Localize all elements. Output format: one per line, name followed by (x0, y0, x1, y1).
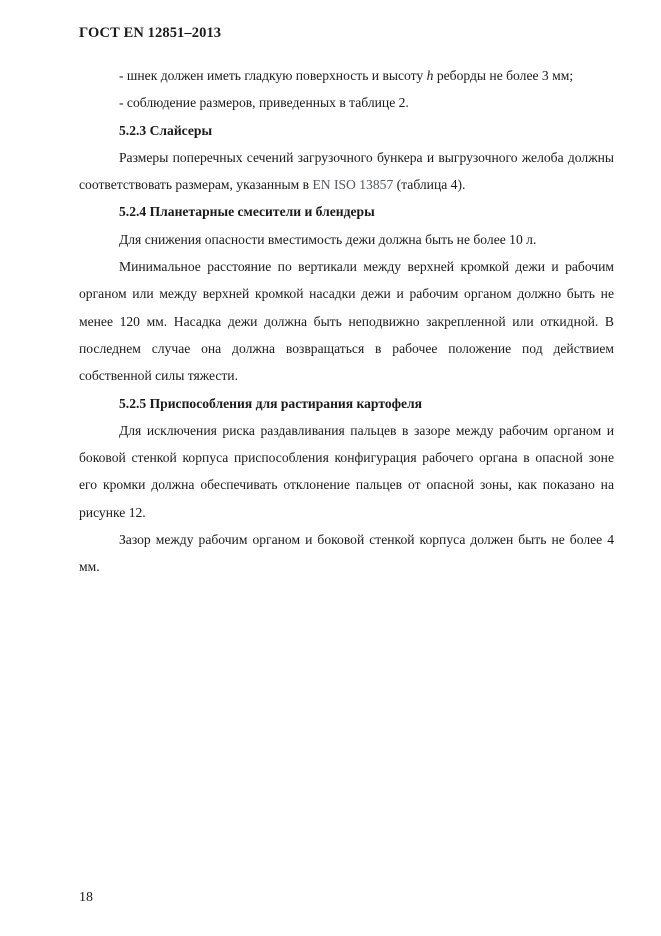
section-heading-5-2-3: 5.2.3 Слайсеры (119, 122, 213, 138)
list-item-screw-requirement (79, 62, 614, 89)
standard-reference-link[interactable]: EN ISO 13857 (312, 177, 394, 193)
paragraph-slicers (79, 144, 614, 199)
document-body (79, 62, 614, 581)
section-heading-5-2-5: 5.2.5 Приспособления для растирания картофеля (119, 395, 423, 411)
list-item-dimensions: - соблюдение размеров, приведенных в таблице 2. (119, 95, 409, 111)
page-number: 18 (79, 890, 93, 905)
paragraph-mixer-distance: Минимальное расстояние по вертикали между верхней кромкой дежи и рабочим органом или между верхней кромкой насадки дежи и рабочим органом должно быть не менее 120 мм. Насадка дежи должна быть неподвижно закрепленной или откидной. В последнем случае она должна возвращаться в рабочее положение под действием собственной силы тяжести. (79, 259, 614, 384)
slicers-text-after: (таблица 4). (393, 177, 466, 193)
screw-text-after: реборды не более 3 мм; (433, 68, 574, 83)
paragraph-mixer-capacity: Для снижения опасности вместимость дежи должна быть не более 10 л. (119, 231, 537, 247)
section-heading-5-2-4: 5.2.4 Планетарные смесители и блендеры (119, 204, 375, 220)
document-code-header: ГОСТ EN 12851–2013 (79, 25, 222, 41)
height-variable: h (426, 68, 434, 83)
screw-text-before: - шнек должен иметь гладкую поверхность и высоту (119, 68, 427, 83)
slicers-text-before: Размеры поперечных сечений загрузочного бункера и выгрузочного желоба должны соответствовать размерам, указанным в (79, 149, 614, 193)
paragraph-potato-masher-gap: Зазор между рабочим органом и боковой стенкой корпуса должен быть не более 4 мм. (79, 532, 614, 575)
paragraph-potato-masher-risk: Для исключения риска раздавливания пальцев в зазоре между рабочим органом и боковой стенкой корпуса приспособления конфигурация рабочего органа в опасной зоне его кромки должна обеспечивать отклонение пальцев от опасной зоны, как показано на рисунке 12. (79, 422, 614, 520)
